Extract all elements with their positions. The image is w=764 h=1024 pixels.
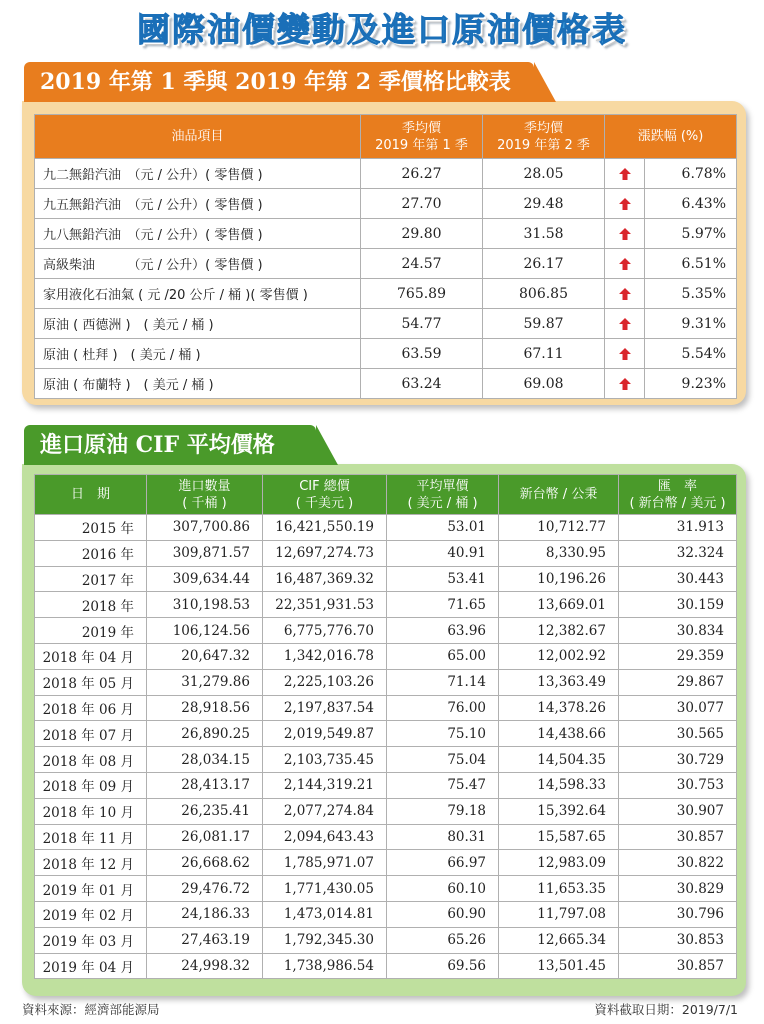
row-date: 2015 年	[35, 515, 147, 541]
item-name: 九五無鉛汽油 （元 / 公升）( 零售價 )	[35, 189, 361, 219]
header-item: 油品項目	[35, 115, 361, 159]
header-date: 日 期	[35, 475, 147, 515]
q2-price: 29.48	[483, 189, 605, 219]
cif-total: 1,738,986.54	[263, 953, 387, 979]
q1-price: 24.57	[361, 249, 483, 279]
exchange-rate: 30.796	[619, 901, 737, 927]
cif-total: 1,785,971.07	[263, 850, 387, 876]
import-qty: 106,124.56	[147, 618, 263, 644]
table-row	[35, 540, 737, 566]
cif-total: 6,775,776.70	[263, 618, 387, 644]
item-name: 九二無鉛汽油 （元 / 公升）( 零售價 )	[35, 159, 361, 189]
q1-price: 29.80	[361, 219, 483, 249]
row-date: 2018 年 05 月	[35, 669, 147, 695]
q2-price: 31.58	[483, 219, 605, 249]
row-date: 2019 年 02 月	[35, 901, 147, 927]
import-qty: 26,668.62	[147, 850, 263, 876]
table-row	[35, 876, 737, 902]
row-date: 2019 年 01 月	[35, 876, 147, 902]
change-percent: 6.43%	[645, 189, 737, 219]
ntd-per-kl: 10,196.26	[499, 566, 619, 592]
q2-price: 59.87	[483, 309, 605, 339]
exchange-rate: 30.907	[619, 798, 737, 824]
row-date: 2019 年 04 月	[35, 953, 147, 979]
row-date: 2019 年 03 月	[35, 927, 147, 953]
change-percent: 6.78%	[645, 159, 737, 189]
table-row	[35, 339, 737, 369]
import-qty: 31,279.86	[147, 669, 263, 695]
table-row	[35, 189, 737, 219]
ntd-per-kl: 11,653.35	[499, 876, 619, 902]
row-date: 2016 年	[35, 540, 147, 566]
table-row	[35, 901, 737, 927]
cif-total: 16,487,369.32	[263, 566, 387, 592]
exchange-rate: 29.867	[619, 669, 737, 695]
cif-total: 2,144,319.21	[263, 772, 387, 798]
row-date: 2018 年 08 月	[35, 747, 147, 773]
import-qty: 24,186.33	[147, 901, 263, 927]
import-qty: 310,198.53	[147, 592, 263, 618]
q2-price: 67.11	[483, 339, 605, 369]
section1-title: 2019 年第 1 季與 2019 年第 2 季價格比較表	[24, 62, 534, 102]
cif-total: 2,094,643.43	[263, 824, 387, 850]
import-qty: 309,634.44	[147, 566, 263, 592]
up-arrow-icon	[605, 189, 645, 219]
up-arrow-icon	[605, 369, 645, 399]
q2-price: 26.17	[483, 249, 605, 279]
table-row	[35, 850, 737, 876]
q2-price: 806.85	[483, 279, 605, 309]
ntd-per-kl: 8,330.95	[499, 540, 619, 566]
import-qty: 20,647.32	[147, 643, 263, 669]
item-name: 原油 ( 布蘭特 ) ( 美元 / 桶 )	[35, 369, 361, 399]
table-row	[35, 279, 737, 309]
ntd-per-kl: 13,669.01	[499, 592, 619, 618]
cif-total: 1,342,016.78	[263, 643, 387, 669]
import-qty: 27,463.19	[147, 927, 263, 953]
import-qty: 29,476.72	[147, 876, 263, 902]
cif-total: 22,351,931.53	[263, 592, 387, 618]
change-percent: 6.51%	[645, 249, 737, 279]
exchange-rate: 30.857	[619, 953, 737, 979]
header-qty: 進口數量 ( 千桶 )	[147, 475, 263, 515]
exchange-rate: 30.853	[619, 927, 737, 953]
exchange-rate: 30.857	[619, 824, 737, 850]
table-row	[35, 772, 737, 798]
price-comparison-header-row	[35, 115, 737, 159]
unit-price: 60.10	[387, 876, 499, 902]
page-title: 國際油價變動及進口原油價格表	[137, 10, 627, 49]
cif-total: 16,421,550.19	[263, 515, 387, 541]
item-name: 九八無鉛汽油 （元 / 公升）( 零售價 )	[35, 219, 361, 249]
cif-total: 2,077,274.84	[263, 798, 387, 824]
q1-price: 765.89	[361, 279, 483, 309]
change-percent: 9.23%	[645, 369, 737, 399]
table-row	[35, 695, 737, 721]
exchange-rate: 30.077	[619, 695, 737, 721]
table-row	[35, 515, 737, 541]
cif-total: 2,225,103.26	[263, 669, 387, 695]
exchange-rate: 30.729	[619, 747, 737, 773]
import-qty: 24,998.32	[147, 953, 263, 979]
table-row	[35, 798, 737, 824]
import-qty: 307,700.86	[147, 515, 263, 541]
ntd-per-kl: 14,504.35	[499, 747, 619, 773]
q1-price: 63.24	[361, 369, 483, 399]
table-row	[35, 669, 737, 695]
unit-price: 63.96	[387, 618, 499, 644]
ntd-per-kl: 14,378.26	[499, 695, 619, 721]
up-arrow-icon	[605, 339, 645, 369]
table-row	[35, 824, 737, 850]
up-arrow-icon	[605, 309, 645, 339]
cif-total: 2,103,735.45	[263, 747, 387, 773]
ntd-per-kl: 12,382.67	[499, 618, 619, 644]
row-date: 2018 年 09 月	[35, 772, 147, 798]
ntd-per-kl: 12,665.34	[499, 927, 619, 953]
table-row	[35, 927, 737, 953]
unit-price: 79.18	[387, 798, 499, 824]
exchange-rate: 30.753	[619, 772, 737, 798]
ntd-per-kl: 15,587.65	[499, 824, 619, 850]
cif-total: 1,473,014.81	[263, 901, 387, 927]
unit-price: 69.56	[387, 953, 499, 979]
section2-title: 進口原油 CIF 平均價格	[24, 425, 316, 465]
unit-price: 71.65	[387, 592, 499, 618]
item-name: 原油 ( 杜拜 ) ( 美元 / 桶 )	[35, 339, 361, 369]
table-row	[35, 618, 737, 644]
ntd-per-kl: 10,712.77	[499, 515, 619, 541]
ntd-per-kl: 11,797.08	[499, 901, 619, 927]
header-total: CIF 總價 ( 千美元 )	[263, 475, 387, 515]
import-qty: 26,890.25	[147, 721, 263, 747]
data-date-note: 資料截取日期：2019/7/1	[594, 1002, 738, 1017]
up-arrow-icon	[605, 249, 645, 279]
header-rate: 匯 率 ( 新台幣 / 美元 )	[619, 475, 737, 515]
unit-price: 76.00	[387, 695, 499, 721]
header-q2: 季均價 2019 年第 2 季	[483, 115, 605, 159]
table-row	[35, 159, 737, 189]
change-percent: 9.31%	[645, 309, 737, 339]
table-row	[35, 309, 737, 339]
exchange-rate: 32.324	[619, 540, 737, 566]
ntd-per-kl: 13,501.45	[499, 953, 619, 979]
table-row	[35, 953, 737, 979]
exchange-rate: 30.443	[619, 566, 737, 592]
row-date: 2017 年	[35, 566, 147, 592]
ntd-per-kl: 14,438.66	[499, 721, 619, 747]
exchange-rate: 30.565	[619, 721, 737, 747]
price-comparison-table	[34, 114, 737, 399]
ntd-per-kl: 13,363.49	[499, 669, 619, 695]
unit-price: 60.90	[387, 901, 499, 927]
cif-price-table	[34, 474, 737, 979]
exchange-rate: 30.822	[619, 850, 737, 876]
table-row	[35, 643, 737, 669]
cif-header-row	[35, 475, 737, 515]
table-row	[35, 592, 737, 618]
change-percent: 5.35%	[645, 279, 737, 309]
table-row	[35, 249, 737, 279]
header-q1: 季均價 2019 年第 1 季	[361, 115, 483, 159]
import-qty: 28,034.15	[147, 747, 263, 773]
unit-price: 53.01	[387, 515, 499, 541]
q2-price: 28.05	[483, 159, 605, 189]
unit-price: 75.04	[387, 747, 499, 773]
item-name: 高級柴油 （元 / 公升）( 零售價 )	[35, 249, 361, 279]
unit-price: 40.91	[387, 540, 499, 566]
row-date: 2018 年 12 月	[35, 850, 147, 876]
q1-price: 54.77	[361, 309, 483, 339]
cif-total: 1,771,430.05	[263, 876, 387, 902]
table-row	[35, 747, 737, 773]
exchange-rate: 30.829	[619, 876, 737, 902]
header-unit: 平均單價 ( 美元 / 桶 )	[387, 475, 499, 515]
table-row	[35, 721, 737, 747]
table-row	[35, 369, 737, 399]
cif-total: 2,019,549.87	[263, 721, 387, 747]
import-qty: 26,235.41	[147, 798, 263, 824]
exchange-rate: 31.913	[619, 515, 737, 541]
table-row	[35, 219, 737, 249]
item-name: 原油 ( 西德洲 ) ( 美元 / 桶 )	[35, 309, 361, 339]
row-date: 2018 年 11 月	[35, 824, 147, 850]
up-arrow-icon	[605, 279, 645, 309]
unit-price: 71.14	[387, 669, 499, 695]
change-percent: 5.97%	[645, 219, 737, 249]
row-date: 2018 年 04 月	[35, 643, 147, 669]
cif-total: 1,792,345.30	[263, 927, 387, 953]
change-percent: 5.54%	[645, 339, 737, 369]
row-date: 2018 年 10 月	[35, 798, 147, 824]
ntd-per-kl: 14,598.33	[499, 772, 619, 798]
import-qty: 309,871.57	[147, 540, 263, 566]
import-qty: 28,918.56	[147, 695, 263, 721]
header-ntd: 新台幣 / 公秉	[499, 475, 619, 515]
row-date: 2018 年	[35, 592, 147, 618]
ntd-per-kl: 12,002.92	[499, 643, 619, 669]
row-date: 2018 年 07 月	[35, 721, 147, 747]
unit-price: 65.26	[387, 927, 499, 953]
q2-price: 69.08	[483, 369, 605, 399]
exchange-rate: 29.359	[619, 643, 737, 669]
unit-price: 80.31	[387, 824, 499, 850]
up-arrow-icon	[605, 159, 645, 189]
import-qty: 28,413.17	[147, 772, 263, 798]
unit-price: 75.47	[387, 772, 499, 798]
q1-price: 26.27	[361, 159, 483, 189]
cif-total: 2,197,837.54	[263, 695, 387, 721]
exchange-rate: 30.159	[619, 592, 737, 618]
unit-price: 65.00	[387, 643, 499, 669]
ntd-per-kl: 15,392.64	[499, 798, 619, 824]
exchange-rate: 30.834	[619, 618, 737, 644]
header-change: 漲跌幅 (%)	[605, 115, 737, 159]
item-name: 家用液化石油氣 ( 元 /20 公斤 / 桶 )( 零售價 )	[35, 279, 361, 309]
unit-price: 66.97	[387, 850, 499, 876]
source-note: 資料來源：經濟部能源局	[22, 1002, 160, 1017]
q1-price: 27.70	[361, 189, 483, 219]
row-date: 2018 年 06 月	[35, 695, 147, 721]
cif-total: 12,697,274.73	[263, 540, 387, 566]
row-date: 2019 年	[35, 618, 147, 644]
unit-price: 75.10	[387, 721, 499, 747]
up-arrow-icon	[605, 219, 645, 249]
table-row	[35, 566, 737, 592]
unit-price: 53.41	[387, 566, 499, 592]
import-qty: 26,081.17	[147, 824, 263, 850]
ntd-per-kl: 12,983.09	[499, 850, 619, 876]
q1-price: 63.59	[361, 339, 483, 369]
